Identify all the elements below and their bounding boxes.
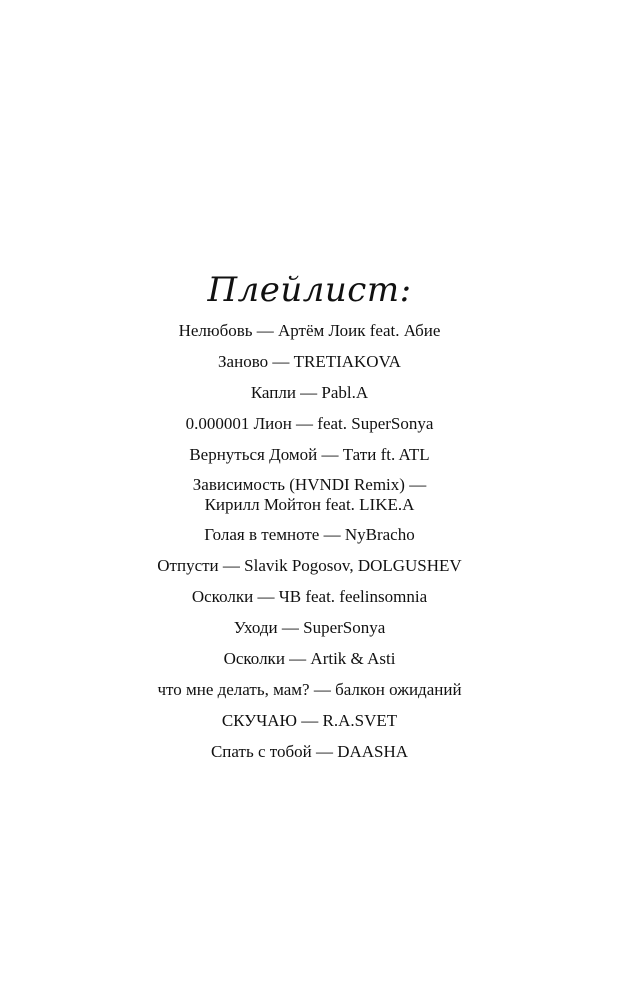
track-line-2: Кирилл Мойтон feat. LIKE.A	[204, 495, 415, 514]
track-line-1: Зависимость (HVNDI Remix) —	[192, 475, 427, 494]
track-item: Вернуться Домой — Тати ft. ATL	[189, 445, 430, 464]
track-item: Голая в темноте — NyBracho	[204, 525, 415, 544]
track-item: Спать с тобой — DAASHA	[210, 742, 409, 761]
track-item: Осколки — Artik & Asti	[223, 649, 396, 668]
track-item: Капли — Pabl.A	[250, 383, 369, 402]
playlist-title: Плейлист:	[207, 270, 412, 310]
track-list	[0, 320, 619, 763]
track-item: Заново — TRETIAKOVA	[218, 352, 401, 371]
track-item: Отпусти — Slavik Pogosov, DOLGUSHEV	[157, 556, 462, 575]
track-item: что мне делать, мам? — балкон ожиданий	[157, 680, 462, 699]
track-item: 0.000001 Лион — feat. SuperSonya	[185, 414, 434, 433]
track-item: СКУЧАЮ — R.A.SVET	[221, 711, 398, 730]
track-item: Нелюбовь — Артём Лоик feat. Абие	[178, 321, 441, 340]
track-item: Уходи — SuperSonya	[233, 618, 386, 637]
track-item: Осколки — ЧВ feat. feelinsomnia	[191, 587, 428, 606]
track-item-multiline	[0, 475, 619, 515]
